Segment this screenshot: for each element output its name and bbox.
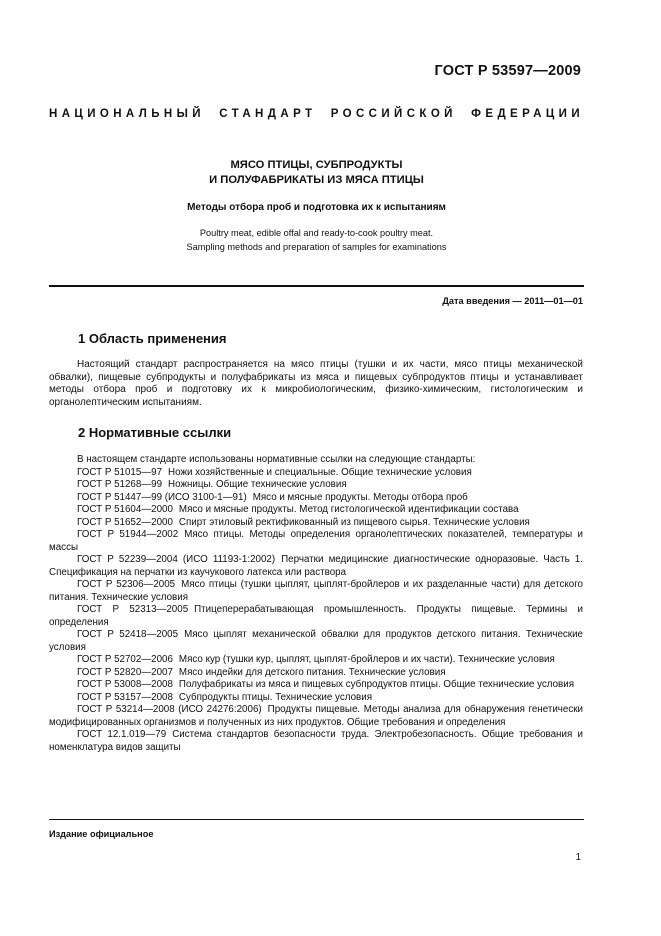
reference-code: ГОСТ Р 51268—99	[77, 479, 163, 490]
reference-code: ГОСТ Р 51447—99 (ИСО 3100-1—91)	[77, 491, 247, 503]
reference-code: ГОСТ Р 53008—2008	[77, 679, 173, 690]
document-code: ГОСТ Р 53597—2009	[434, 63, 581, 79]
title-block	[49, 158, 584, 254]
english-title	[49, 226, 584, 254]
reference-title: Мясо кур (тушки кур, цыплят, цыплят-бройлеров и их части). Технические условия	[178, 654, 555, 665]
reference-item	[49, 729, 583, 754]
reference-item	[49, 629, 583, 654]
edition-label: Издание официальное	[49, 829, 154, 839]
reference-code: ГОСТ Р 51652—2000	[77, 516, 173, 528]
reference-code: ГОСТ Р 51015—97	[77, 466, 163, 478]
reference-title: Мясо индейки для детского питания. Технические условия	[178, 666, 446, 678]
section-1-heading: 1 Область применения	[78, 331, 227, 346]
reference-title: Мясо и мясные продукты. Методы отбора проб	[252, 491, 468, 503]
reference-title: Птицеперерабатывающая промышленность. Продукты пищевые. Термины и определения	[49, 604, 584, 628]
reference-item	[49, 604, 583, 629]
reference-item	[49, 579, 583, 604]
reference-code: ГОСТ 12.1.019—79	[77, 729, 167, 740]
reference-item	[49, 479, 583, 492]
reference-code: ГОСТ Р 52306—2005	[77, 579, 176, 590]
reference-title: Субпродукты птицы. Технические условия	[178, 691, 372, 703]
reference-code: ГОСТ Р 52418—2005	[77, 629, 179, 640]
reference-code: ГОСТ Р 52313—2005	[77, 604, 189, 615]
section-1-text: Настоящий стандарт распространяется на мясо птицы (тушки и их части, мясо птицы механической обвалки), пищевые субпродукты и полуфабрикаты из мяса и пищевых субпродуктов птицы и устанавливает методы отбора проб и подготовку их к микробиологическим, физико-химическим, гистологическим и органолептическим испытаниям.	[49, 359, 583, 408]
reference-item	[49, 504, 583, 517]
reference-code: ГОСТ Р 51944—2002	[77, 529, 179, 540]
reference-item	[49, 692, 583, 705]
reference-code: ГОСТ Р 51604—2000	[77, 504, 173, 515]
reference-code: ГОСТ Р 52820—2007	[77, 666, 173, 678]
reference-item	[49, 654, 583, 667]
reference-item	[49, 492, 583, 505]
reference-item	[49, 517, 583, 530]
page-number: 1	[575, 852, 581, 863]
english-title-line-1: Poultry meat, edible offal and ready-to-cook poultry meat.	[199, 228, 434, 238]
subtitle: Методы отбора проб и подготовка их к испытаниям	[187, 202, 446, 213]
reference-item	[49, 529, 583, 554]
english-title-line-2: Sampling methods and preparation of samples for examinations	[186, 242, 447, 252]
reference-item	[49, 704, 583, 729]
section-2-heading: 2 Нормативные ссылки	[78, 425, 232, 440]
reference-item	[49, 679, 583, 692]
reference-title: Ножи хозяйственные и специальные. Общие технические условия	[168, 466, 472, 478]
footer-rule	[49, 819, 584, 820]
reference-title: Мясо и мясные продукты. Метод гистологической идентификации состава	[178, 504, 519, 515]
reference-title: Система стандартов безопасности труда. Электробезопасность. Общие требования и номенклатура видов защиты	[49, 729, 583, 753]
reference-code: ГОСТ Р 53214—2008 (ИСО 24276:2006)	[77, 704, 262, 715]
references-list	[49, 454, 583, 754]
reference-title: Продукты пищевые. Методы анализа для обнаружения генетически модифицированных организмов и полученных из них продуктов. Общие требования и определения	[49, 704, 584, 728]
reference-item	[49, 667, 583, 680]
reference-title: Мясо цыплят механической обвалки для продуктов детского питания. Технические условия	[49, 629, 583, 653]
introduction-date: Дата введения — 2011—01—01	[442, 296, 583, 306]
reference-item	[49, 554, 583, 579]
reference-title: Ножницы. Общие технические условия	[168, 479, 347, 490]
reference-title: Перчатки медицинские диагностические одноразовые. Часть 1. Спецификация на перчатки из каучукового латекса или раствора	[49, 554, 583, 578]
references-intro: В настоящем стандарте использованы нормативные ссылки на следующие стандарты:	[77, 454, 476, 465]
reference-rows	[49, 467, 583, 755]
reference-code: ГОСТ Р 52239—2004 (ИСО 11193-1:2002)	[77, 554, 276, 565]
reference-title: Спирт этиловый ректификованный из пищевого сырья. Технические условия	[178, 516, 530, 528]
reference-item	[49, 467, 583, 480]
reference-title: Мясо птицы. Методы определения органолептических показателей, температуры и массы	[49, 529, 583, 553]
national-standard-heading: НАЦИОНАЛЬНЫЙ СТАНДАРТ РОССИЙСКОЙ ФЕДЕРАЦИИ	[49, 108, 584, 120]
reference-title: Полуфабрикаты из мяса и пищевых субпродуктов птицы. Общие технические условия	[178, 679, 575, 690]
reference-title: Мясо птицы (тушки цыплят, цыплят-бройлеров и их разделанные части) для детского питания. Технические условия	[49, 579, 584, 603]
header-rule	[49, 285, 584, 287]
title-line-2: И ПОЛУФАБРИКАТЫ ИЗ МЯСА ПТИЦЫ	[209, 174, 424, 186]
reference-code: ГОСТ Р 53157—2008	[77, 691, 173, 703]
title-line-1: МЯСО ПТИЦЫ, СУБПРОДУКТЫ	[230, 159, 403, 171]
reference-code: ГОСТ Р 52702—2006	[77, 654, 173, 665]
